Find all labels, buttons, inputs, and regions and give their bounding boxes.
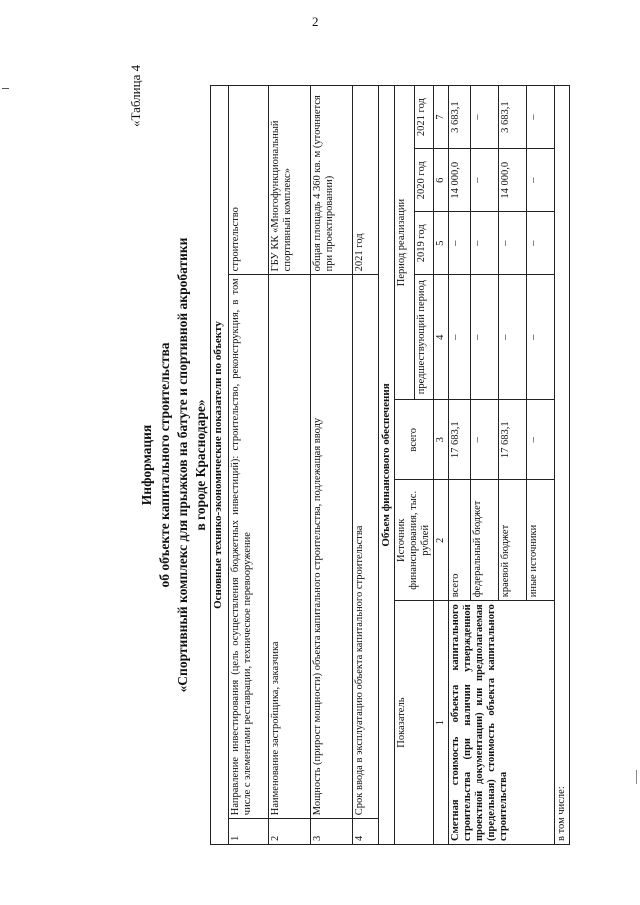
row-number: 1: [229, 819, 269, 845]
row-number: 4: [353, 819, 379, 845]
column-number: 1: [434, 601, 449, 845]
value-cell: 3 683,1: [499, 86, 527, 149]
column-number: 6: [434, 149, 449, 212]
value-cell: –: [471, 149, 499, 212]
document-title: [138, 45, 210, 885]
title-line: в городе Краснодаре»: [193, 399, 208, 531]
page-number: 2: [312, 14, 319, 29]
row-number: 3: [311, 819, 353, 845]
header-period: Период реализации: [395, 86, 415, 400]
source-cell: всего: [449, 480, 471, 601]
header-year: 2021 год: [414, 86, 434, 149]
value-cell: –: [527, 212, 555, 275]
footer-label: в том числе:: [555, 86, 570, 845]
row-number: 2: [269, 819, 311, 845]
value-cell: –: [471, 86, 499, 149]
row-value: общая площадь 4 360 кв. м (уточняется при проектировании): [311, 86, 353, 275]
value-cell: –: [499, 275, 527, 400]
total-cell: 17 683,1: [499, 400, 527, 480]
header-source: Источник финансирования, тыс. рублей: [395, 480, 434, 601]
header-indicator: Показатель: [395, 601, 434, 845]
value-cell: –: [449, 275, 471, 400]
header-year: 2020 год: [414, 149, 434, 212]
row-label: Мощность (прирост мощности) объекта капитального строительства, подлежащая вводу: [311, 275, 353, 819]
table-label: «Таблица 4: [128, 64, 143, 127]
column-number: 3: [434, 400, 449, 480]
indicator-cell: Сметная стоимость объекта капитального строительства (при наличии утвержденной проектной документации) или предполагаемая (предельная) стоимость объекта капитального строительства: [449, 601, 555, 845]
source-cell: краевой бюджет: [499, 480, 527, 601]
value-cell: 14 000,0: [499, 149, 527, 212]
title-line: Информация: [139, 424, 154, 506]
value-cell: –: [449, 212, 471, 275]
value-cell: –: [471, 212, 499, 275]
row-value: ГБУ КК «Многофункциональный спортивный комплекс»: [269, 86, 311, 275]
title-line: об объекте капитального строительства: [157, 342, 172, 588]
total-cell: 17 683,1: [449, 400, 471, 480]
value-cell: –: [527, 86, 555, 149]
total-cell: –: [527, 400, 555, 480]
column-number: 2: [434, 480, 449, 601]
value-cell: –: [527, 149, 555, 212]
total-cell: –: [471, 400, 499, 480]
section-heading: Основные технико-экономические показатели по объекту: [211, 86, 229, 845]
value-cell: –: [471, 275, 499, 400]
header-total: всего: [395, 400, 434, 480]
row-value: 2021 год: [353, 86, 379, 275]
row-label: Наименование застройщика, заказчика: [269, 275, 311, 819]
value-cell: 3 683,1: [449, 86, 471, 149]
header-prev-period: предшествующий период: [414, 275, 434, 400]
source-cell: федеральный бюджет: [471, 480, 499, 601]
scan-edge-mark: [2, 88, 9, 89]
row-label: Срок ввода в эксплуатацию объекта капитального строительства: [353, 275, 379, 819]
info-table: [210, 85, 570, 845]
header-year: 2019 год: [414, 212, 434, 275]
value-cell: –: [527, 275, 555, 400]
column-number: 7: [434, 86, 449, 149]
rotated-content: [120, 45, 620, 885]
column-number: 4: [434, 275, 449, 400]
section-heading: Объем финансового обеспечения: [379, 86, 395, 845]
value-cell: –: [499, 212, 527, 275]
title-line: «Спортивный комплекс для прыжков на батуте и спортивной акробатики: [175, 237, 190, 693]
column-number: 5: [434, 212, 449, 275]
row-value: строительство: [229, 86, 269, 275]
row-label: Направление инвестирования (цель осуществления бюджетных инвестиций): строительство, реконструкция, в том числе с элементами реставрации, техническое перевооружение: [229, 275, 269, 819]
value-cell: 14 000,0: [449, 149, 471, 212]
scan-edge-mark: [636, 770, 637, 784]
source-cell: иные источники: [527, 480, 555, 601]
